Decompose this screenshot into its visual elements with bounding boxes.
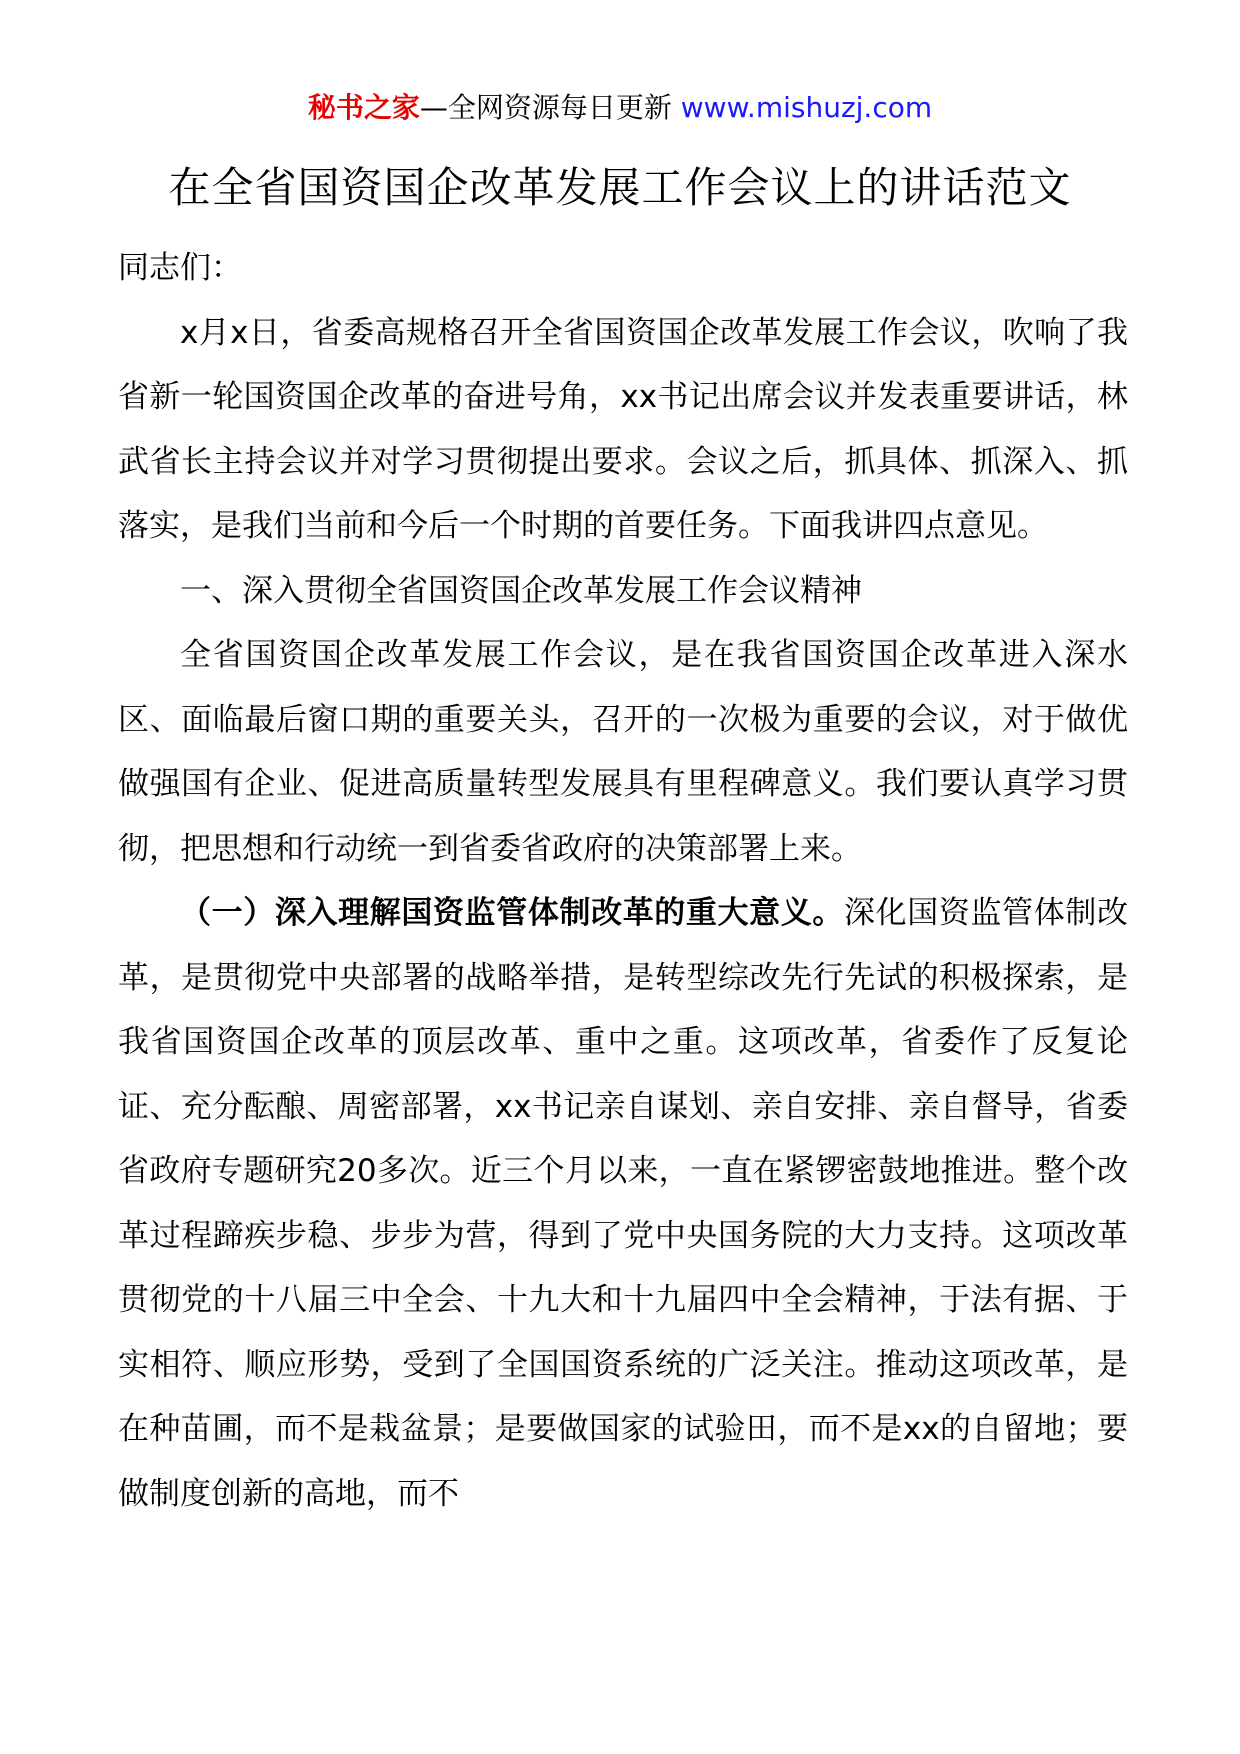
paragraph-intro: x月x日，省委高规格召开全省国资国企改革发展工作会议，吹响了我省新一轮国资国企改革的奋进号角，xx书记出席会议并发表重要讲话，林武省长主持会议并对学习贯彻提出要求。会议之后，抓具体、抓深入、抓落实，是我们当前和今后一个时期的首要任务。下面我讲四点意见。 bbox=[118, 314, 1128, 544]
section-heading-1: 一、深入贯彻全省国资国企改革发展工作会议精神 bbox=[180, 572, 862, 609]
site-header bbox=[0, 88, 1240, 128]
paragraph-subsection-1 bbox=[118, 881, 1128, 1526]
subsection-1-lead: （一）深入理解国资监管体制改革的重大意义。 bbox=[180, 895, 845, 931]
document-title: 在全省国资国企改革发展工作会议上的讲话范文 bbox=[168, 163, 1072, 212]
subsection-1-text: 深化国资监管体制改革，是贯彻党中央部署的战略举措，是转型综改先行先试的积极探索，是我省国资国企改革的顶层改革、重中之重。这项改革，省委作了反复论证、充分酝酿、周密部署，xx书记亲自谋划、亲自安排、亲自督导，省委省政府专题研究20多次。近三个月以来，一直在紧锣密鼓地推进。整个改革过程蹄疾步稳、步步为营，得到了党中央国务院的大力支持。这项改革贯彻党的十八届三中全会、十九大和十九届四中全会精神，于法有据、于实相符、顺应形势，受到了全国国资系统的广泛关注。推动这项改革，是在种苗圃，而不是栽盆景；是要做国家的试验田，而不是xx的自留地；要做制度创新的高地，而不 bbox=[118, 895, 1129, 1512]
salutation: 同志们： bbox=[118, 250, 242, 286]
site-tagline: —全网资源每日更新 bbox=[419, 91, 681, 124]
site-name: 秘书之家 bbox=[307, 91, 420, 124]
document-body bbox=[118, 236, 1128, 1526]
site-url-link[interactable]: www.mishuzj.com bbox=[680, 91, 933, 124]
paragraph-section-1-intro: 全省国资国企改革发展工作会议，是在我省国资国企改革进入深水区、面临最后窗口期的重要关头，召开的一次极为重要的会议，对于做优做强国有企业、促进高质量转型发展具有里程碑意义。我们要认真学习贯彻，把思想和行动统一到省委省政府的决策部署上来。 bbox=[118, 637, 1128, 867]
